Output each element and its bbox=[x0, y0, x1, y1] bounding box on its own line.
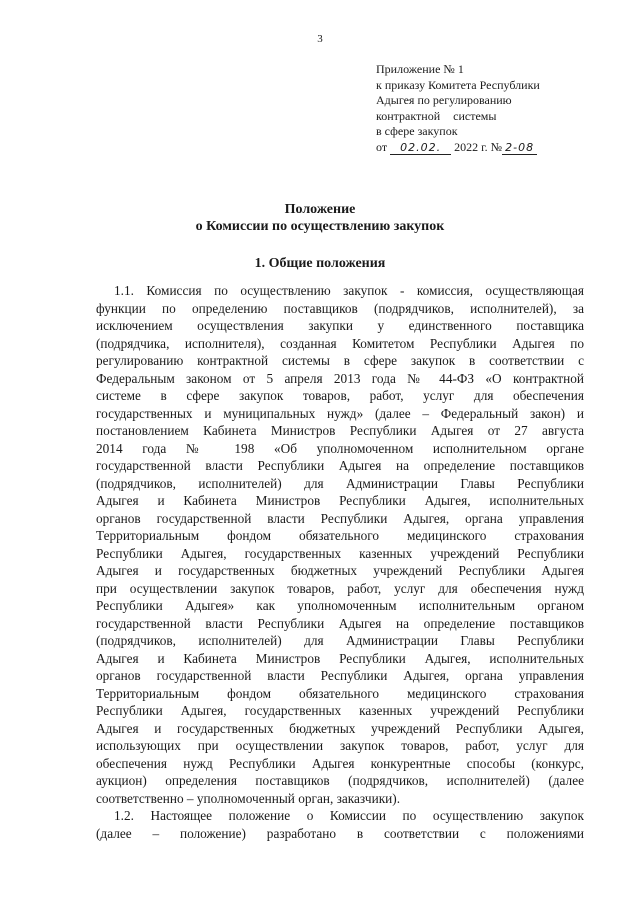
handwritten-date: 02.02. bbox=[390, 141, 451, 155]
body-line: государственных и муниципальных нужд» (далее – Федеральный закон) и bbox=[96, 405, 584, 421]
appendix-line: в сфере закупок bbox=[376, 124, 458, 138]
title-line-1: Положение bbox=[284, 202, 356, 217]
body-line: (подрядчиков, исполнителей) для Администрации Главы Республики bbox=[96, 633, 584, 648]
body-line: Республики Адыгея, государственных казенных учреждений Республики bbox=[96, 703, 584, 718]
year-text: 2022 г. № bbox=[454, 139, 503, 154]
document-title bbox=[0, 201, 640, 235]
body-line: постановлением Кабинета Министров Республики Адыгея от 27 августа bbox=[96, 423, 584, 438]
body-line: органов государственной власти Республики Адыгея, органа управления bbox=[96, 668, 584, 683]
appendix-block bbox=[376, 62, 616, 155]
body-line: государственной власти Республики Адыгея на определение поставщиков bbox=[96, 615, 584, 631]
body-line: использующих при осуществлении закупок товаров, работ, услуг для bbox=[96, 738, 584, 753]
appendix-line: Приложение № 1 bbox=[376, 62, 464, 76]
body-line: обеспечения нужд Республики Адыгея конкурентные способы (конкурс, bbox=[96, 755, 584, 771]
body-line: государственной власти Республики Адыгея на определение поставщиков bbox=[96, 458, 584, 473]
body-line: 1.2. Настоящее положение о Комиссии по осуществлению закупок bbox=[114, 808, 584, 823]
body-line: (подрядчиков, исполнителей) для Администрации Главы Республики bbox=[96, 475, 584, 491]
body-line: Территориальным фондом обязательного медицинского страхования bbox=[96, 685, 584, 701]
body-line: Федеральным законом от 5 апреля 2013 года № 44-ФЗ «О контрактной bbox=[96, 370, 584, 386]
body-line: исключением осуществления закупки у единственного поставщика bbox=[96, 318, 584, 333]
body-line: (подрядчика, исполнителя), созданная Комитетом Республики Адыгея по bbox=[96, 335, 584, 351]
body-line: при осуществлении закупок товаров, работ, услуг для обеспечения нужд bbox=[96, 580, 584, 596]
body-line: органов государственной власти Республики Адыгея, органа управления bbox=[96, 510, 584, 526]
appendix-date-line bbox=[376, 140, 616, 156]
body-line: Адыгея и государственных бюджетных учреждений Республики Адыгея, bbox=[96, 720, 584, 736]
body-line: Республики Адыгея» как уполномоченным исполнительным органом bbox=[96, 598, 584, 613]
body-line: Республики Адыгея, государственных казенных учреждений Республики bbox=[96, 545, 584, 561]
body-line: Адыгея и Кабинета Министров Республики Адыгея, исполнительных bbox=[96, 493, 584, 508]
body-line: функции по определению поставщиков (подрядчиков, исполнителей), за bbox=[96, 300, 584, 316]
body-line: 2014 года № 198 «Об уполномоченном исполнительном органе bbox=[96, 440, 584, 456]
body-line: (далее – положение) разработано в соответствии с положениями bbox=[96, 825, 584, 841]
appendix-line: контрактной системы bbox=[376, 108, 497, 123]
date-prefix: от bbox=[376, 139, 388, 154]
handwritten-number: 2-08 bbox=[502, 141, 537, 155]
body-line: аукцион) определения поставщиков (подрядчиков, исполнителей) (далее bbox=[96, 773, 584, 788]
section-heading: 1. Общие положения bbox=[254, 256, 386, 271]
body-line: 1.1. Комиссия по осуществлению закупок - комиссия, осуществляющая bbox=[114, 283, 584, 298]
body-line: соответственно – уполномоченный орган, заказчики). bbox=[96, 790, 401, 806]
title-line-2: о Комиссии по осуществлению закупок bbox=[195, 219, 445, 234]
body-line: Адыгея и Кабинета Министров Республики Адыгея, исполнительных bbox=[96, 650, 584, 666]
appendix-line: Адыгея по регулированию bbox=[376, 93, 512, 107]
appendix-line: к приказу Комитета Республики bbox=[376, 77, 540, 92]
body-line: Адыгея и государственных бюджетных учреждений Республики Адыгея bbox=[96, 563, 584, 578]
body-text bbox=[96, 282, 584, 842]
page-number: 3 bbox=[317, 33, 323, 45]
body-line: регулированию контрактной системы в сфере закупок в соответствии с bbox=[96, 353, 584, 368]
body-line: Территориальным фондом обязательного медицинского страхования bbox=[96, 528, 584, 543]
body-line: системе в сфере закупок товаров, работ, услуг для обеспечения bbox=[96, 388, 584, 403]
